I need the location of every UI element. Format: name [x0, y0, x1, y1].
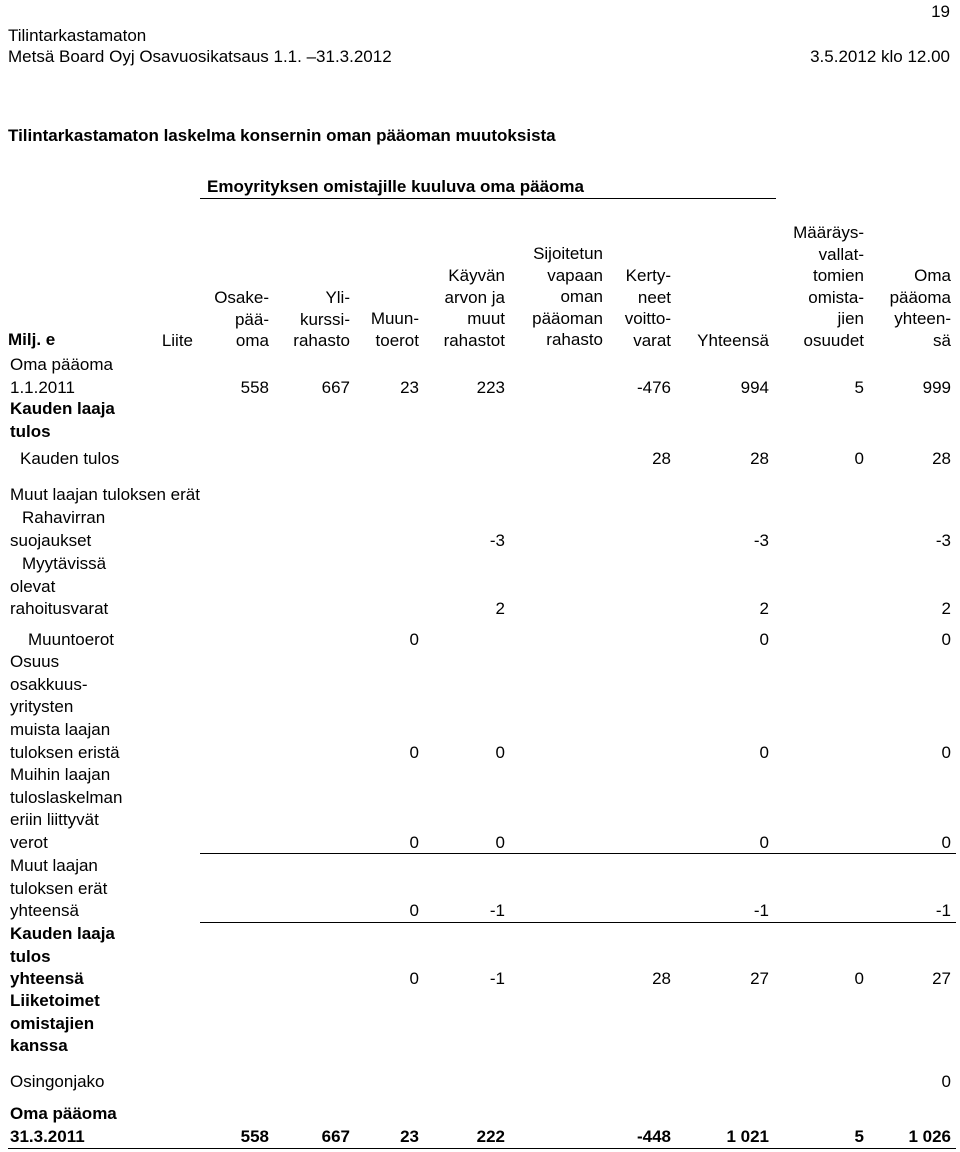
cell-closing-kertyneet: -448: [636, 1127, 671, 1146]
page-number: 19: [931, 2, 950, 21]
cell-translation-yhteensa: 0: [759, 630, 769, 649]
cell-associates-yhteensa: 0: [759, 743, 769, 762]
cell-opening-ylikurssirahasto: 667: [321, 378, 350, 397]
cell-taxes-muuntoerot: 0: [409, 833, 419, 852]
document-title: Tilintarkastamaton laskelma konsernin oman pääoman muutoksista: [8, 126, 556, 145]
cell-oci-total-muuntoerot: 0: [409, 901, 419, 920]
row-label-related-taxes: Muihin laajan tuloslaskelman eriin liittyvät verot: [10, 765, 123, 853]
cell-opening-osakepaaoma: 558: [240, 378, 269, 397]
cell-oci-total-kayvan-arvon: -1: [489, 901, 505, 920]
cell-opening-yhteensa: 994: [740, 378, 769, 397]
cell-dividend-oma-paaoma: 0: [941, 1072, 951, 1091]
row-label-available-for-sale: Myytävissä olevat rahoitusvarat: [10, 554, 109, 619]
cell-profit-oma-paaoma: 28: [932, 449, 951, 468]
cell-closing-ylikurssirahasto: 667: [321, 1127, 350, 1146]
row-label-opening-balance: Oma pääoma 1.1.2011: [10, 355, 113, 397]
cell-closing-muuntoerot: 23: [400, 1127, 419, 1146]
cell-ci-total-yhteensa: 27: [750, 969, 769, 988]
cell-ci-total-oma-paaoma: 27: [932, 969, 951, 988]
column-header-liite: Liite: [161, 331, 193, 350]
cell-taxes-yhteensa: 0: [759, 833, 769, 852]
cell-oci-total-yhteensa: -1: [753, 901, 769, 920]
row-label-cash-flow-hedges: Rahavirran suojaukset: [10, 508, 106, 550]
cell-associates-muuntoerot: 0: [409, 743, 419, 762]
column-header-maaraysvalta: Määräys- vallat- tomien omista- jien osuudet: [793, 223, 864, 350]
cell-hedges-yhteensa: -3: [753, 531, 769, 550]
cell-translation-muuntoerot: 0: [409, 630, 419, 649]
cell-associates-oma-paaoma: 0: [941, 743, 951, 762]
row-label-closing-balance: Oma pääoma 31.3.2011: [10, 1104, 117, 1146]
row-label-associates-share: Osuus osakkuus- yritysten muista laajan tuloksen eristä: [10, 652, 120, 762]
column-header-yhteensa: Yhteensä: [697, 331, 769, 350]
cell-closing-kayvan-arvon: 222: [476, 1127, 505, 1146]
column-header-milj: Milj. e: [8, 330, 56, 349]
cell-profit-maaraysvalta: 0: [854, 449, 864, 468]
column-header-oma-paaoma-yhteensa: Oma pääoma yhteen- sä: [889, 266, 951, 350]
header-status: Tilintarkastamaton: [8, 26, 147, 45]
cell-opening-kayvan-arvon: 223: [476, 378, 505, 397]
column-header-kertyneet: Kerty- neet voitto- varat: [624, 266, 671, 350]
column-header-kayvan-arvon: Käyvän arvon ja muut rahastot: [443, 266, 505, 350]
cell-closing-yhteensa: 1 021: [726, 1127, 769, 1146]
cell-taxes-kayvan-arvon: 0: [495, 833, 505, 852]
header-date: 3.5.2012 klo 12.00: [810, 47, 950, 66]
subtotal-divider: [200, 853, 956, 854]
column-header-sijoitetun: Sijoitetun vapaan oman pääoman rahasto: [532, 244, 603, 349]
column-header-osakepaaoma: Osake- pää- oma: [214, 288, 269, 350]
cell-afs-kayvan-arvon: 2: [495, 599, 505, 618]
cell-oci-total-oma-paaoma: -1: [935, 901, 951, 920]
cell-opening-kertyneet: -476: [636, 378, 671, 397]
row-label-dividend: Osingonjako: [10, 1072, 105, 1091]
cell-hedges-kayvan-arvon: -3: [489, 531, 505, 550]
cell-opening-maaraysvalta: 5: [854, 378, 864, 397]
closing-underline: [8, 1148, 956, 1149]
cell-closing-oma-paaoma: 1 026: [908, 1127, 951, 1146]
cell-ci-total-maaraysvalta: 0: [854, 969, 864, 988]
cell-profit-yhteensa: 28: [750, 449, 769, 468]
row-label-profit-for-period: Kauden tulos: [20, 449, 120, 468]
row-label-comprehensive-income-total: Kauden laaja tulos yhteensä: [10, 924, 115, 989]
row-label-other-comprehensive-items: Muut laajan tuloksen erät: [10, 485, 200, 504]
cell-ci-total-kertyneet: 28: [652, 969, 671, 988]
cell-afs-oma-paaoma: 2: [941, 599, 951, 618]
cell-associates-kayvan-arvon: 0: [495, 743, 505, 762]
row-label-other-comprehensive-total: Muut laajan tuloksen erät yhteensä: [10, 856, 108, 921]
column-header-muuntoerot: Muun- toerot: [370, 309, 419, 350]
cell-taxes-oma-paaoma: 0: [941, 833, 951, 852]
row-label-comprehensive-income-section: Kauden laaja tulos: [10, 399, 115, 441]
column-header-ylikurssirahasto: Yli- kurssi- rahasto: [293, 288, 350, 350]
cell-opening-oma-paaoma: 999: [922, 378, 951, 397]
group-header-underline: [200, 198, 776, 199]
cell-translation-oma-paaoma: 0: [941, 630, 951, 649]
cell-ci-total-muuntoerot: 0: [409, 969, 419, 988]
cell-opening-muuntoerot: 23: [400, 378, 419, 397]
row-label-translation-differences: Muuntoerot: [28, 630, 114, 649]
total-divider: [200, 922, 956, 923]
group-header: Emoyrityksen omistajille kuuluva oma pääoma: [207, 177, 584, 196]
cell-closing-osakepaaoma: 558: [240, 1127, 269, 1146]
cell-closing-maaraysvalta: 5: [854, 1127, 864, 1146]
row-label-owner-transactions: Liiketoimet omistajien kanssa: [10, 991, 100, 1056]
cell-afs-yhteensa: 2: [759, 599, 769, 618]
header-report-title: Metsä Board Oyj Osavuosikatsaus 1.1. –31.3.2012: [8, 47, 392, 66]
cell-hedges-oma-paaoma: -3: [935, 531, 951, 550]
cell-ci-total-kayvan-arvon: -1: [489, 969, 505, 988]
cell-profit-kertyneet: 28: [652, 449, 671, 468]
